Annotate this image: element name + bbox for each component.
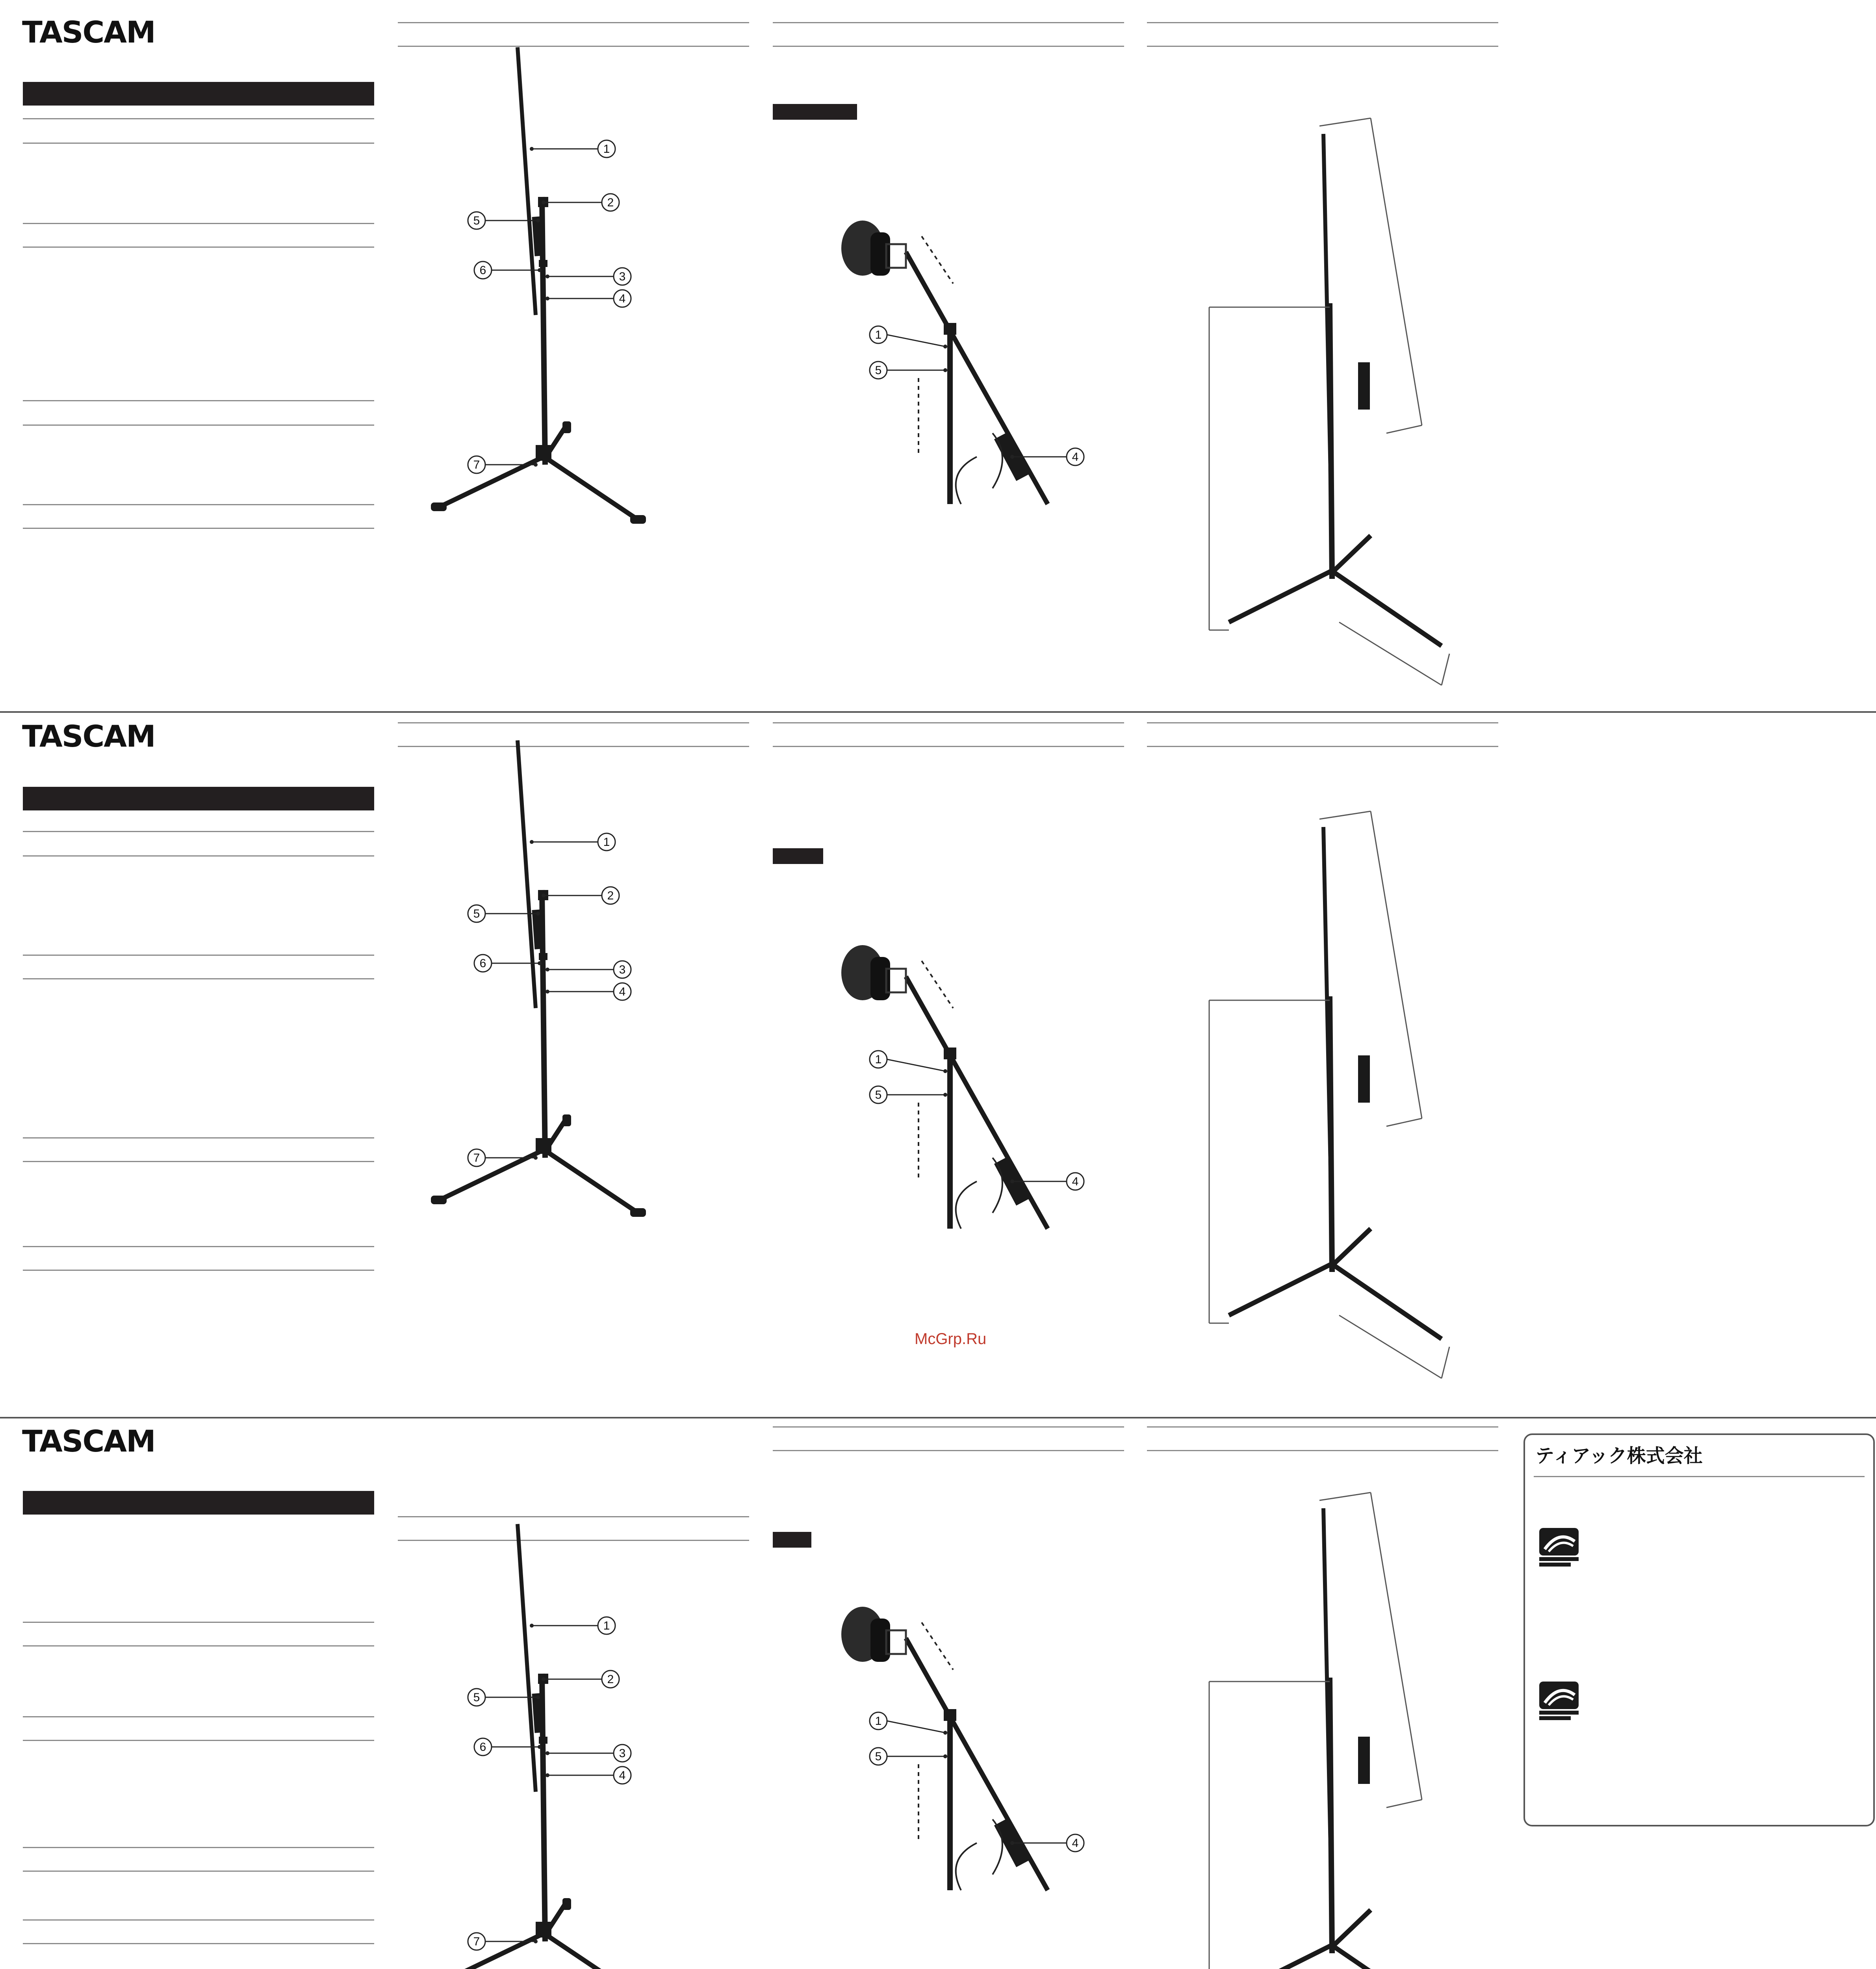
callout-leader-arrow [943, 1093, 947, 1097]
height-clutch [539, 953, 547, 960]
stand-dimension-illustration [1209, 811, 1449, 1378]
mic-boom-angled-illustration [841, 221, 1084, 504]
callout-number: 5 [473, 1691, 480, 1704]
callout-leader-arrow [546, 1751, 549, 1755]
callout-c7 [468, 456, 538, 473]
callout-leader-arrow [538, 1745, 542, 1749]
tascam-logo: TASCAM [22, 1424, 155, 1459]
callout-leader-arrow [534, 463, 538, 467]
callout-number: 4 [619, 985, 626, 998]
callout-number: 1 [875, 1715, 882, 1728]
mic-stand-upright-illustration [431, 740, 646, 1217]
callout-c5 [870, 362, 947, 379]
tripod-leg [437, 1934, 544, 1969]
mast [542, 197, 545, 465]
callout-leader-arrow [546, 990, 549, 994]
callout-number: 5 [875, 364, 882, 377]
height-clutch [539, 1737, 547, 1744]
callout-number: 1 [603, 1619, 610, 1632]
callout-number: 3 [619, 963, 626, 976]
callout-c4 [546, 290, 631, 307]
callout-leader-arrow [542, 894, 546, 897]
callout-leader-arrow [542, 1677, 546, 1681]
callout-c3 [546, 268, 631, 285]
callout-c2 [542, 194, 619, 211]
dimension-line [1386, 425, 1422, 433]
callout-leader-line [887, 1721, 945, 1733]
callout-leader-arrow [1010, 1841, 1014, 1845]
rotate-arrow [956, 1181, 977, 1229]
callout-leader-arrow [536, 219, 540, 222]
callout-number: 7 [473, 1935, 480, 1948]
callout-leader-line [887, 1059, 945, 1071]
callout-leader-arrow [943, 1754, 947, 1758]
callout-number: 2 [607, 196, 614, 209]
callout-number: 3 [619, 1747, 626, 1760]
adjust-arrow [922, 961, 953, 1008]
boom-arm [518, 740, 536, 1008]
callout-number: 1 [603, 143, 610, 156]
watermark: McGrp.Ru [915, 1330, 987, 1348]
callout-leader-arrow [538, 268, 542, 272]
tripod-leg [1229, 1945, 1331, 1969]
tascam-logo: TASCAM [22, 15, 155, 50]
tripod-leg [544, 457, 638, 520]
callout-number: 2 [607, 889, 614, 902]
tripod-leg [1332, 571, 1442, 646]
callout-leader-arrow [943, 368, 947, 372]
mast [1330, 1678, 1332, 1953]
tascam-logo: TASCAM [22, 719, 155, 754]
callout-leader-arrow [530, 147, 534, 151]
leg-foot [562, 421, 571, 433]
callout-leader-arrow [530, 1624, 534, 1628]
callout-c5 [870, 1086, 947, 1103]
callout-c1 [870, 1712, 947, 1735]
callout-number: 1 [875, 1053, 882, 1066]
callout-leader-arrow [534, 1156, 538, 1160]
counterweight [1358, 362, 1370, 410]
adjust-arrow [922, 236, 953, 284]
callout-number: 4 [619, 292, 626, 305]
callout-number: 6 [479, 1741, 486, 1754]
leg-foot [562, 1898, 571, 1910]
callout-number: 7 [473, 1151, 480, 1164]
callout-number: 2 [607, 1673, 614, 1686]
boom-clutch [944, 1709, 956, 1721]
callout-c2 [542, 1670, 619, 1688]
callout-c1 [530, 140, 615, 158]
callout-leader-arrow [546, 968, 549, 972]
callout-leader-arrow [530, 840, 534, 844]
mast [1330, 996, 1332, 1272]
rotate-arrow [956, 457, 977, 504]
tripod-leg [1334, 1910, 1371, 1945]
callout-c1 [870, 1051, 947, 1073]
dimension-line [1319, 1493, 1371, 1500]
dimension-line [1339, 622, 1442, 685]
dimension-line [1442, 654, 1449, 685]
leg-foot [431, 1196, 447, 1204]
mast [542, 890, 545, 1158]
leg-foot [630, 515, 646, 524]
counterweight [1358, 1737, 1370, 1784]
dimension-line [1339, 1315, 1442, 1378]
dimension-line [1319, 811, 1371, 819]
callout-number: 4 [1072, 451, 1079, 464]
callout-number: 5 [875, 1088, 882, 1101]
boom-arm [518, 47, 536, 315]
mic-stand-upright-illustration [431, 47, 646, 524]
callout-c4 [546, 1767, 631, 1784]
callout-leader-arrow [536, 912, 540, 916]
callout-c2 [542, 887, 619, 904]
mic-boom-angled-illustration [841, 945, 1084, 1229]
mast [1330, 303, 1332, 579]
callout-number: 4 [619, 1769, 626, 1782]
dimension-line [1386, 1118, 1422, 1126]
dimension-line [1386, 1800, 1422, 1808]
boom-arm [906, 252, 1048, 504]
callout-number: 3 [619, 270, 626, 283]
callout-leader-arrow [546, 274, 549, 278]
callout-number: 4 [1072, 1175, 1079, 1188]
callout-c1 [530, 833, 615, 851]
tripod-leg [1332, 1945, 1442, 1969]
mic-boom-angled-illustration [841, 1607, 1084, 1890]
boom-clutch [944, 1048, 956, 1059]
callout-number: 4 [1072, 1837, 1079, 1850]
tripod-leg [1334, 536, 1371, 571]
callout-leader-arrow [546, 297, 549, 300]
tripod-leg [1229, 571, 1331, 622]
callout-leader-line [887, 335, 945, 347]
callout-number: 7 [473, 458, 480, 471]
callout-number: 6 [479, 264, 486, 277]
stand-dimension-illustration [1209, 118, 1449, 685]
tripod-leg [544, 1934, 638, 1969]
dimension-line [1371, 811, 1422, 1118]
height-clutch [539, 260, 547, 267]
rotate-arrow [956, 1843, 977, 1890]
boom-arm [906, 977, 1048, 1229]
callout-leader-arrow [943, 1069, 947, 1073]
callout-c5 [870, 1748, 947, 1765]
callout-c3 [546, 961, 631, 978]
callout-leader-arrow [943, 345, 947, 349]
callout-c4 [546, 983, 631, 1000]
boom-arm [906, 1638, 1048, 1890]
callout-number: 5 [473, 214, 480, 227]
dimension-line [1442, 1347, 1449, 1378]
mast [542, 1674, 545, 1941]
callout-number: 5 [473, 907, 480, 920]
callout-number: 5 [875, 1750, 882, 1763]
callout-leader-arrow [536, 1695, 540, 1699]
callout-number: 1 [875, 328, 882, 341]
tripod-leg [1332, 1264, 1442, 1339]
tripod-leg [1334, 1229, 1371, 1264]
callout-c7 [468, 1149, 538, 1166]
leg-foot [431, 502, 447, 511]
callout-number: 1 [603, 836, 610, 849]
callout-leader-arrow [1010, 455, 1014, 459]
callout-c1 [870, 326, 947, 349]
dimension-line [1371, 1493, 1422, 1800]
adjust-arrow [922, 1622, 953, 1670]
counterweight [1358, 1055, 1370, 1103]
tripod-leg [1229, 1264, 1331, 1315]
callout-leader-arrow [943, 1731, 947, 1735]
callout-leader-arrow [534, 1939, 538, 1943]
dimension-line [1371, 118, 1422, 425]
callout-c3 [546, 1745, 631, 1762]
callout-leader-arrow [1010, 1179, 1014, 1183]
dimension-line [1319, 118, 1371, 126]
company-name: ティアック株式会社 [1535, 1445, 1703, 1467]
mic-stand-upright-illustration [431, 1524, 646, 1969]
boom-clutch [944, 323, 956, 335]
callout-c1 [530, 1617, 615, 1634]
callout-c7 [468, 1933, 538, 1950]
callout-leader-arrow [538, 961, 542, 965]
leg-foot [630, 1208, 646, 1217]
callout-leader-arrow [542, 200, 546, 204]
leg-foot [562, 1114, 571, 1126]
stand-dimension-illustration [1209, 1493, 1449, 1969]
boom-arm [518, 1524, 536, 1792]
callout-number: 6 [479, 957, 486, 970]
tripod-leg [544, 1150, 638, 1213]
callout-leader-arrow [546, 1773, 549, 1777]
